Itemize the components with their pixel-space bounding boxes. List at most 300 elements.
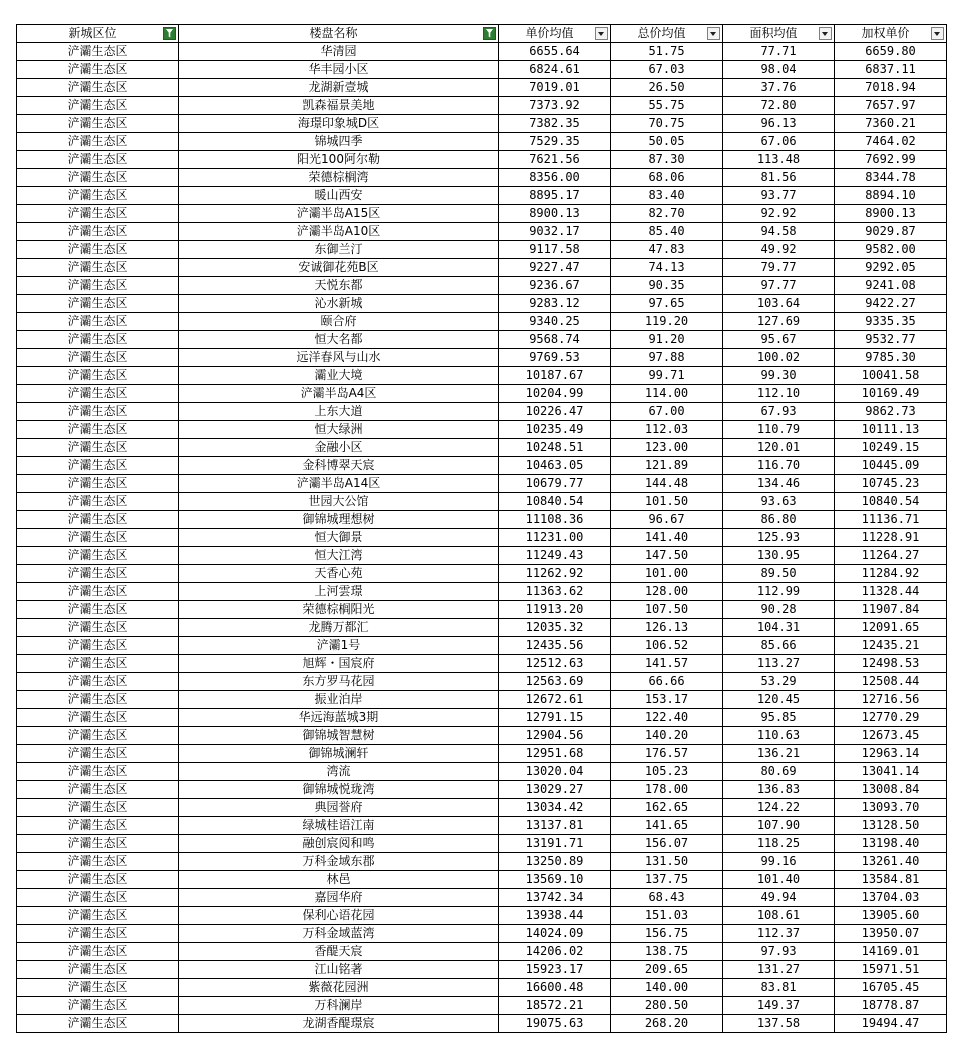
cell-avg-unit-price[interactable]: 11108.36 (499, 511, 611, 529)
cell-avg-unit-price[interactable]: 8895.17 (499, 187, 611, 205)
cell-avg-unit-price[interactable]: 10248.51 (499, 439, 611, 457)
cell-weighted-unit-price[interactable]: 15971.51 (835, 961, 947, 979)
cell-project-name[interactable]: 恒大名都 (179, 331, 499, 349)
cell-district[interactable]: 浐灞生态区 (17, 43, 179, 61)
cell-project-name[interactable]: 紫薇花园洲 (179, 979, 499, 997)
cell-avg-total-price[interactable]: 268.20 (611, 1015, 723, 1033)
cell-project-name[interactable]: 上东大道 (179, 403, 499, 421)
cell-project-name[interactable]: 世园大公馆 (179, 493, 499, 511)
cell-avg-area[interactable]: 130.95 (723, 547, 835, 565)
cell-project-name[interactable]: 香醍天宸 (179, 943, 499, 961)
cell-avg-total-price[interactable]: 137.75 (611, 871, 723, 889)
cell-avg-total-price[interactable]: 156.75 (611, 925, 723, 943)
cell-avg-total-price[interactable]: 97.65 (611, 295, 723, 313)
cell-weighted-unit-price[interactable]: 7692.99 (835, 151, 947, 169)
cell-project-name[interactable]: 荣德棕榈湾 (179, 169, 499, 187)
cell-weighted-unit-price[interactable]: 9335.35 (835, 313, 947, 331)
cell-district[interactable]: 浐灞生态区 (17, 313, 179, 331)
cell-district[interactable]: 浐灞生态区 (17, 565, 179, 583)
cell-weighted-unit-price[interactable]: 12963.14 (835, 745, 947, 763)
cell-project-name[interactable]: 御锦城理想树 (179, 511, 499, 529)
column-header-avg-area[interactable] (723, 25, 835, 43)
cell-avg-total-price[interactable]: 140.20 (611, 727, 723, 745)
cell-avg-unit-price[interactable]: 11262.92 (499, 565, 611, 583)
cell-project-name[interactable]: 阳光100阿尔勒 (179, 151, 499, 169)
cell-avg-area[interactable]: 93.77 (723, 187, 835, 205)
dropdown-arrow-icon[interactable] (595, 27, 608, 40)
cell-avg-area[interactable]: 97.77 (723, 277, 835, 295)
cell-district[interactable]: 浐灞生态区 (17, 601, 179, 619)
cell-project-name[interactable]: 恒大御景 (179, 529, 499, 547)
cell-avg-total-price[interactable]: 126.13 (611, 619, 723, 637)
cell-district[interactable]: 浐灞生态区 (17, 745, 179, 763)
cell-district[interactable]: 浐灞生态区 (17, 655, 179, 673)
cell-project-name[interactable]: 东御兰汀 (179, 241, 499, 259)
cell-district[interactable]: 浐灞生态区 (17, 367, 179, 385)
cell-project-name[interactable]: 上河雲璟 (179, 583, 499, 601)
cell-avg-total-price[interactable]: 140.00 (611, 979, 723, 997)
cell-avg-total-price[interactable]: 91.20 (611, 331, 723, 349)
cell-avg-area[interactable]: 116.70 (723, 457, 835, 475)
cell-avg-total-price[interactable]: 105.23 (611, 763, 723, 781)
cell-weighted-unit-price[interactable]: 6659.80 (835, 43, 947, 61)
cell-avg-area[interactable]: 96.13 (723, 115, 835, 133)
cell-project-name[interactable]: 海璟印象城D区 (179, 115, 499, 133)
cell-avg-area[interactable]: 95.67 (723, 331, 835, 349)
cell-project-name[interactable]: 旭辉・国宸府 (179, 655, 499, 673)
cell-weighted-unit-price[interactable]: 19494.47 (835, 1015, 947, 1033)
cell-project-name[interactable]: 龙湖香醍璟宸 (179, 1015, 499, 1033)
cell-project-name[interactable]: 金科博翠天宸 (179, 457, 499, 475)
cell-weighted-unit-price[interactable]: 13128.50 (835, 817, 947, 835)
cell-project-name[interactable]: 万科澜岸 (179, 997, 499, 1015)
cell-avg-area[interactable]: 137.58 (723, 1015, 835, 1033)
cell-weighted-unit-price[interactable]: 9582.00 (835, 241, 947, 259)
cell-avg-area[interactable]: 85.66 (723, 637, 835, 655)
cell-avg-unit-price[interactable]: 9032.17 (499, 223, 611, 241)
cell-project-name[interactable]: 御锦城悦珑湾 (179, 781, 499, 799)
cell-avg-unit-price[interactable]: 16600.48 (499, 979, 611, 997)
cell-avg-area[interactable]: 93.63 (723, 493, 835, 511)
cell-avg-unit-price[interactable]: 9236.67 (499, 277, 611, 295)
cell-project-name[interactable]: 暖山西安 (179, 187, 499, 205)
cell-avg-unit-price[interactable]: 6824.61 (499, 61, 611, 79)
cell-avg-unit-price[interactable]: 14024.09 (499, 925, 611, 943)
cell-avg-unit-price[interactable]: 12951.68 (499, 745, 611, 763)
cell-weighted-unit-price[interactable]: 7360.21 (835, 115, 947, 133)
cell-avg-area[interactable]: 49.94 (723, 889, 835, 907)
cell-avg-area[interactable]: 134.46 (723, 475, 835, 493)
cell-project-name[interactable]: 浐灞半岛A14区 (179, 475, 499, 493)
cell-project-name[interactable]: 沁水新城 (179, 295, 499, 313)
cell-district[interactable]: 浐灞生态区 (17, 169, 179, 187)
cell-avg-area[interactable]: 120.01 (723, 439, 835, 457)
cell-avg-unit-price[interactable]: 7529.35 (499, 133, 611, 151)
cell-district[interactable]: 浐灞生态区 (17, 619, 179, 637)
cell-avg-total-price[interactable]: 99.71 (611, 367, 723, 385)
cell-avg-area[interactable]: 99.16 (723, 853, 835, 871)
cell-district[interactable]: 浐灞生态区 (17, 547, 179, 565)
cell-district[interactable]: 浐灞生态区 (17, 187, 179, 205)
cell-district[interactable]: 浐灞生态区 (17, 583, 179, 601)
column-header-avg-total-price[interactable] (611, 25, 723, 43)
cell-project-name[interactable]: 嘉园华府 (179, 889, 499, 907)
cell-weighted-unit-price[interactable]: 6837.11 (835, 61, 947, 79)
cell-project-name[interactable]: 御锦城智慧树 (179, 727, 499, 745)
cell-avg-area[interactable]: 110.63 (723, 727, 835, 745)
cell-project-name[interactable]: 典园誉府 (179, 799, 499, 817)
cell-district[interactable]: 浐灞生态区 (17, 97, 179, 115)
cell-weighted-unit-price[interactable]: 8344.78 (835, 169, 947, 187)
cell-weighted-unit-price[interactable]: 13584.81 (835, 871, 947, 889)
cell-avg-total-price[interactable]: 26.50 (611, 79, 723, 97)
cell-avg-total-price[interactable]: 119.20 (611, 313, 723, 331)
cell-project-name[interactable]: 湾流 (179, 763, 499, 781)
cell-avg-unit-price[interactable]: 7373.92 (499, 97, 611, 115)
cell-district[interactable]: 浐灞生态区 (17, 205, 179, 223)
cell-weighted-unit-price[interactable]: 13950.07 (835, 925, 947, 943)
cell-weighted-unit-price[interactable]: 12091.65 (835, 619, 947, 637)
cell-district[interactable]: 浐灞生态区 (17, 475, 179, 493)
cell-project-name[interactable]: 恒大绿洲 (179, 421, 499, 439)
cell-district[interactable]: 浐灞生态区 (17, 457, 179, 475)
cell-avg-unit-price[interactable]: 9568.74 (499, 331, 611, 349)
cell-avg-total-price[interactable]: 178.00 (611, 781, 723, 799)
cell-avg-unit-price[interactable]: 9227.47 (499, 259, 611, 277)
filter-active-icon[interactable] (163, 27, 176, 40)
cell-avg-area[interactable]: 80.69 (723, 763, 835, 781)
cell-project-name[interactable]: 振业泊岸 (179, 691, 499, 709)
cell-project-name[interactable]: 江山铭著 (179, 961, 499, 979)
cell-avg-area[interactable]: 104.31 (723, 619, 835, 637)
cell-weighted-unit-price[interactable]: 13198.40 (835, 835, 947, 853)
cell-avg-unit-price[interactable]: 10226.47 (499, 403, 611, 421)
cell-avg-area[interactable]: 131.27 (723, 961, 835, 979)
cell-weighted-unit-price[interactable]: 9785.30 (835, 349, 947, 367)
dropdown-arrow-icon[interactable] (707, 27, 720, 40)
cell-avg-total-price[interactable]: 121.89 (611, 457, 723, 475)
cell-avg-total-price[interactable]: 87.30 (611, 151, 723, 169)
cell-district[interactable]: 浐灞生态区 (17, 259, 179, 277)
cell-district[interactable]: 浐灞生态区 (17, 871, 179, 889)
cell-avg-unit-price[interactable]: 9769.53 (499, 349, 611, 367)
cell-avg-total-price[interactable]: 176.57 (611, 745, 723, 763)
cell-avg-total-price[interactable]: 47.83 (611, 241, 723, 259)
cell-weighted-unit-price[interactable]: 9422.27 (835, 295, 947, 313)
cell-weighted-unit-price[interactable]: 10111.13 (835, 421, 947, 439)
cell-weighted-unit-price[interactable]: 7464.02 (835, 133, 947, 151)
cell-district[interactable]: 浐灞生态区 (17, 925, 179, 943)
cell-district[interactable]: 浐灞生态区 (17, 151, 179, 169)
cell-project-name[interactable]: 御锦城澜轩 (179, 745, 499, 763)
cell-weighted-unit-price[interactable]: 11328.44 (835, 583, 947, 601)
cell-district[interactable]: 浐灞生态区 (17, 529, 179, 547)
cell-district[interactable]: 浐灞生态区 (17, 79, 179, 97)
cell-weighted-unit-price[interactable]: 9532.77 (835, 331, 947, 349)
cell-weighted-unit-price[interactable]: 10445.09 (835, 457, 947, 475)
cell-weighted-unit-price[interactable]: 12508.44 (835, 673, 947, 691)
cell-avg-unit-price[interactable]: 13938.44 (499, 907, 611, 925)
cell-avg-total-price[interactable]: 156.07 (611, 835, 723, 853)
cell-avg-area[interactable]: 49.92 (723, 241, 835, 259)
cell-avg-total-price[interactable]: 122.40 (611, 709, 723, 727)
cell-avg-unit-price[interactable]: 11231.00 (499, 529, 611, 547)
cell-avg-total-price[interactable]: 68.43 (611, 889, 723, 907)
cell-avg-unit-price[interactable]: 12035.32 (499, 619, 611, 637)
cell-weighted-unit-price[interactable]: 9862.73 (835, 403, 947, 421)
cell-avg-total-price[interactable]: 141.65 (611, 817, 723, 835)
cell-weighted-unit-price[interactable]: 12435.21 (835, 637, 947, 655)
cell-avg-unit-price[interactable]: 13029.27 (499, 781, 611, 799)
cell-district[interactable]: 浐灞生态区 (17, 943, 179, 961)
cell-avg-area[interactable]: 97.93 (723, 943, 835, 961)
cell-avg-unit-price[interactable]: 12512.63 (499, 655, 611, 673)
cell-weighted-unit-price[interactable]: 10745.23 (835, 475, 947, 493)
cell-project-name[interactable]: 龙腾万都汇 (179, 619, 499, 637)
cell-district[interactable]: 浐灞生态区 (17, 295, 179, 313)
cell-avg-unit-price[interactable]: 9283.12 (499, 295, 611, 313)
cell-project-name[interactable]: 东方罗马花园 (179, 673, 499, 691)
cell-weighted-unit-price[interactable]: 10041.58 (835, 367, 947, 385)
dropdown-arrow-icon[interactable] (819, 27, 832, 40)
cell-district[interactable]: 浐灞生态区 (17, 133, 179, 151)
cell-avg-unit-price[interactable]: 7382.35 (499, 115, 611, 133)
cell-weighted-unit-price[interactable]: 7018.94 (835, 79, 947, 97)
cell-district[interactable]: 浐灞生态区 (17, 403, 179, 421)
cell-district[interactable]: 浐灞生态区 (17, 763, 179, 781)
cell-weighted-unit-price[interactable]: 16705.45 (835, 979, 947, 997)
cell-project-name[interactable]: 安诚御花苑B区 (179, 259, 499, 277)
cell-district[interactable]: 浐灞生态区 (17, 439, 179, 457)
column-header-avg-unit-price[interactable] (499, 25, 611, 43)
cell-district[interactable]: 浐灞生态区 (17, 115, 179, 133)
cell-district[interactable]: 浐灞生态区 (17, 223, 179, 241)
cell-weighted-unit-price[interactable]: 10169.49 (835, 385, 947, 403)
cell-avg-area[interactable]: 89.50 (723, 565, 835, 583)
cell-avg-area[interactable]: 136.83 (723, 781, 835, 799)
cell-avg-unit-price[interactable]: 12435.56 (499, 637, 611, 655)
cell-avg-total-price[interactable]: 55.75 (611, 97, 723, 115)
cell-district[interactable]: 浐灞生态区 (17, 961, 179, 979)
cell-avg-unit-price[interactable]: 9340.25 (499, 313, 611, 331)
cell-avg-unit-price[interactable]: 19075.63 (499, 1015, 611, 1033)
cell-weighted-unit-price[interactable]: 18778.87 (835, 997, 947, 1015)
cell-avg-unit-price[interactable]: 13137.81 (499, 817, 611, 835)
cell-project-name[interactable]: 林邑 (179, 871, 499, 889)
cell-project-name[interactable]: 华远海蓝城3期 (179, 709, 499, 727)
cell-avg-total-price[interactable]: 70.75 (611, 115, 723, 133)
cell-avg-unit-price[interactable]: 13020.04 (499, 763, 611, 781)
cell-district[interactable]: 浐灞生态区 (17, 61, 179, 79)
cell-avg-total-price[interactable]: 83.40 (611, 187, 723, 205)
cell-weighted-unit-price[interactable]: 8894.10 (835, 187, 947, 205)
cell-weighted-unit-price[interactable]: 9241.08 (835, 277, 947, 295)
cell-avg-unit-price[interactable]: 11249.43 (499, 547, 611, 565)
cell-avg-unit-price[interactable]: 10840.54 (499, 493, 611, 511)
cell-avg-total-price[interactable]: 51.75 (611, 43, 723, 61)
cell-avg-area[interactable]: 37.76 (723, 79, 835, 97)
cell-weighted-unit-price[interactable]: 13041.14 (835, 763, 947, 781)
cell-weighted-unit-price[interactable]: 8900.13 (835, 205, 947, 223)
cell-avg-area[interactable]: 113.27 (723, 655, 835, 673)
cell-avg-unit-price[interactable]: 12791.15 (499, 709, 611, 727)
cell-avg-total-price[interactable]: 144.48 (611, 475, 723, 493)
cell-weighted-unit-price[interactable]: 11264.27 (835, 547, 947, 565)
cell-avg-total-price[interactable]: 66.66 (611, 673, 723, 691)
cell-weighted-unit-price[interactable]: 13093.70 (835, 799, 947, 817)
cell-project-name[interactable]: 颐合府 (179, 313, 499, 331)
cell-weighted-unit-price[interactable]: 13704.03 (835, 889, 947, 907)
cell-avg-area[interactable]: 112.37 (723, 925, 835, 943)
cell-project-name[interactable]: 万科金域东郡 (179, 853, 499, 871)
cell-project-name[interactable]: 天悦东都 (179, 277, 499, 295)
cell-district[interactable]: 浐灞生态区 (17, 727, 179, 745)
cell-avg-area[interactable]: 86.80 (723, 511, 835, 529)
cell-avg-total-price[interactable]: 162.65 (611, 799, 723, 817)
cell-avg-unit-price[interactable]: 13742.34 (499, 889, 611, 907)
column-header-district[interactable] (17, 25, 179, 43)
cell-avg-area[interactable]: 83.81 (723, 979, 835, 997)
cell-avg-unit-price[interactable]: 11363.62 (499, 583, 611, 601)
cell-project-name[interactable]: 龙湖新壹城 (179, 79, 499, 97)
cell-avg-total-price[interactable]: 114.00 (611, 385, 723, 403)
cell-weighted-unit-price[interactable]: 12498.53 (835, 655, 947, 673)
cell-avg-area[interactable]: 103.64 (723, 295, 835, 313)
cell-weighted-unit-price[interactable]: 12716.56 (835, 691, 947, 709)
cell-project-name[interactable]: 融创宸阅和鸣 (179, 835, 499, 853)
cell-avg-area[interactable]: 92.92 (723, 205, 835, 223)
cell-project-name[interactable]: 灞业大境 (179, 367, 499, 385)
cell-district[interactable]: 浐灞生态区 (17, 385, 179, 403)
cell-project-name[interactable]: 浐灞1号 (179, 637, 499, 655)
cell-avg-total-price[interactable]: 97.88 (611, 349, 723, 367)
cell-project-name[interactable]: 华丰园小区 (179, 61, 499, 79)
cell-avg-area[interactable]: 107.90 (723, 817, 835, 835)
cell-avg-area[interactable]: 113.48 (723, 151, 835, 169)
cell-project-name[interactable]: 荣德棕榈阳光 (179, 601, 499, 619)
cell-avg-area[interactable]: 53.29 (723, 673, 835, 691)
cell-avg-total-price[interactable]: 128.00 (611, 583, 723, 601)
cell-avg-unit-price[interactable]: 10187.67 (499, 367, 611, 385)
cell-project-name[interactable]: 金融小区 (179, 439, 499, 457)
cell-avg-area[interactable]: 81.56 (723, 169, 835, 187)
column-header-project-name[interactable] (179, 25, 499, 43)
cell-avg-area[interactable]: 136.21 (723, 745, 835, 763)
cell-avg-unit-price[interactable]: 10679.77 (499, 475, 611, 493)
cell-avg-total-price[interactable]: 141.40 (611, 529, 723, 547)
cell-weighted-unit-price[interactable]: 7657.97 (835, 97, 947, 115)
cell-district[interactable]: 浐灞生态区 (17, 421, 179, 439)
cell-avg-area[interactable]: 125.93 (723, 529, 835, 547)
cell-avg-total-price[interactable]: 123.00 (611, 439, 723, 457)
cell-weighted-unit-price[interactable]: 11136.71 (835, 511, 947, 529)
cell-weighted-unit-price[interactable]: 13905.60 (835, 907, 947, 925)
cell-project-name[interactable]: 浐灞半岛A4区 (179, 385, 499, 403)
cell-district[interactable]: 浐灞生态区 (17, 331, 179, 349)
cell-district[interactable]: 浐灞生态区 (17, 835, 179, 853)
cell-avg-total-price[interactable]: 131.50 (611, 853, 723, 871)
cell-district[interactable]: 浐灞生态区 (17, 241, 179, 259)
cell-district[interactable]: 浐灞生态区 (17, 277, 179, 295)
cell-weighted-unit-price[interactable]: 13008.84 (835, 781, 947, 799)
cell-avg-total-price[interactable]: 112.03 (611, 421, 723, 439)
cell-avg-area[interactable]: 79.77 (723, 259, 835, 277)
cell-district[interactable]: 浐灞生态区 (17, 709, 179, 727)
cell-district[interactable]: 浐灞生态区 (17, 493, 179, 511)
column-header-weighted-unit-price[interactable] (835, 25, 947, 43)
cell-avg-unit-price[interactable]: 18572.21 (499, 997, 611, 1015)
cell-avg-area[interactable]: 98.04 (723, 61, 835, 79)
cell-avg-area[interactable]: 149.37 (723, 997, 835, 1015)
cell-project-name[interactable]: 远洋春风与山水 (179, 349, 499, 367)
cell-district[interactable]: 浐灞生态区 (17, 781, 179, 799)
cell-avg-total-price[interactable]: 151.03 (611, 907, 723, 925)
cell-project-name[interactable]: 绿城桂语江南 (179, 817, 499, 835)
cell-avg-total-price[interactable]: 50.05 (611, 133, 723, 151)
cell-avg-area[interactable]: 120.45 (723, 691, 835, 709)
cell-avg-total-price[interactable]: 67.00 (611, 403, 723, 421)
cell-weighted-unit-price[interactable]: 14169.01 (835, 943, 947, 961)
cell-avg-total-price[interactable]: 85.40 (611, 223, 723, 241)
cell-district[interactable]: 浐灞生态区 (17, 997, 179, 1015)
cell-district[interactable]: 浐灞生态区 (17, 511, 179, 529)
cell-avg-unit-price[interactable]: 9117.58 (499, 241, 611, 259)
cell-weighted-unit-price[interactable]: 12673.45 (835, 727, 947, 745)
cell-project-name[interactable]: 恒大江湾 (179, 547, 499, 565)
dropdown-arrow-icon[interactable] (931, 27, 944, 40)
cell-avg-total-price[interactable]: 147.50 (611, 547, 723, 565)
cell-avg-unit-price[interactable]: 10463.05 (499, 457, 611, 475)
cell-district[interactable]: 浐灞生态区 (17, 673, 179, 691)
cell-avg-area[interactable]: 100.02 (723, 349, 835, 367)
cell-avg-unit-price[interactable]: 14206.02 (499, 943, 611, 961)
cell-avg-area[interactable]: 67.06 (723, 133, 835, 151)
cell-avg-total-price[interactable]: 67.03 (611, 61, 723, 79)
cell-district[interactable]: 浐灞生态区 (17, 907, 179, 925)
cell-avg-unit-price[interactable]: 6655.64 (499, 43, 611, 61)
cell-avg-area[interactable]: 101.40 (723, 871, 835, 889)
cell-weighted-unit-price[interactable]: 11284.92 (835, 565, 947, 583)
cell-district[interactable]: 浐灞生态区 (17, 889, 179, 907)
cell-avg-area[interactable]: 67.93 (723, 403, 835, 421)
cell-project-name[interactable]: 浐灞半岛A10区 (179, 223, 499, 241)
cell-project-name[interactable]: 浐灞半岛A15区 (179, 205, 499, 223)
cell-avg-unit-price[interactable]: 13191.71 (499, 835, 611, 853)
cell-avg-total-price[interactable]: 138.75 (611, 943, 723, 961)
cell-avg-unit-price[interactable]: 8356.00 (499, 169, 611, 187)
cell-avg-total-price[interactable]: 74.13 (611, 259, 723, 277)
cell-avg-total-price[interactable]: 107.50 (611, 601, 723, 619)
cell-avg-area[interactable]: 118.25 (723, 835, 835, 853)
cell-weighted-unit-price[interactable]: 11907.84 (835, 601, 947, 619)
cell-avg-area[interactable]: 124.22 (723, 799, 835, 817)
cell-weighted-unit-price[interactable]: 9292.05 (835, 259, 947, 277)
cell-district[interactable]: 浐灞生态区 (17, 637, 179, 655)
cell-district[interactable]: 浐灞生态区 (17, 349, 179, 367)
cell-avg-area[interactable]: 112.99 (723, 583, 835, 601)
cell-avg-total-price[interactable]: 141.57 (611, 655, 723, 673)
cell-avg-area[interactable]: 77.71 (723, 43, 835, 61)
cell-avg-unit-price[interactable]: 10204.99 (499, 385, 611, 403)
cell-avg-unit-price[interactable]: 8900.13 (499, 205, 611, 223)
cell-avg-area[interactable]: 90.28 (723, 601, 835, 619)
cell-avg-area[interactable]: 110.79 (723, 421, 835, 439)
cell-district[interactable]: 浐灞生态区 (17, 1015, 179, 1033)
cell-avg-total-price[interactable]: 96.67 (611, 511, 723, 529)
cell-project-name[interactable]: 华清园 (179, 43, 499, 61)
filter-active-icon[interactable] (483, 27, 496, 40)
cell-avg-unit-price[interactable]: 12672.61 (499, 691, 611, 709)
